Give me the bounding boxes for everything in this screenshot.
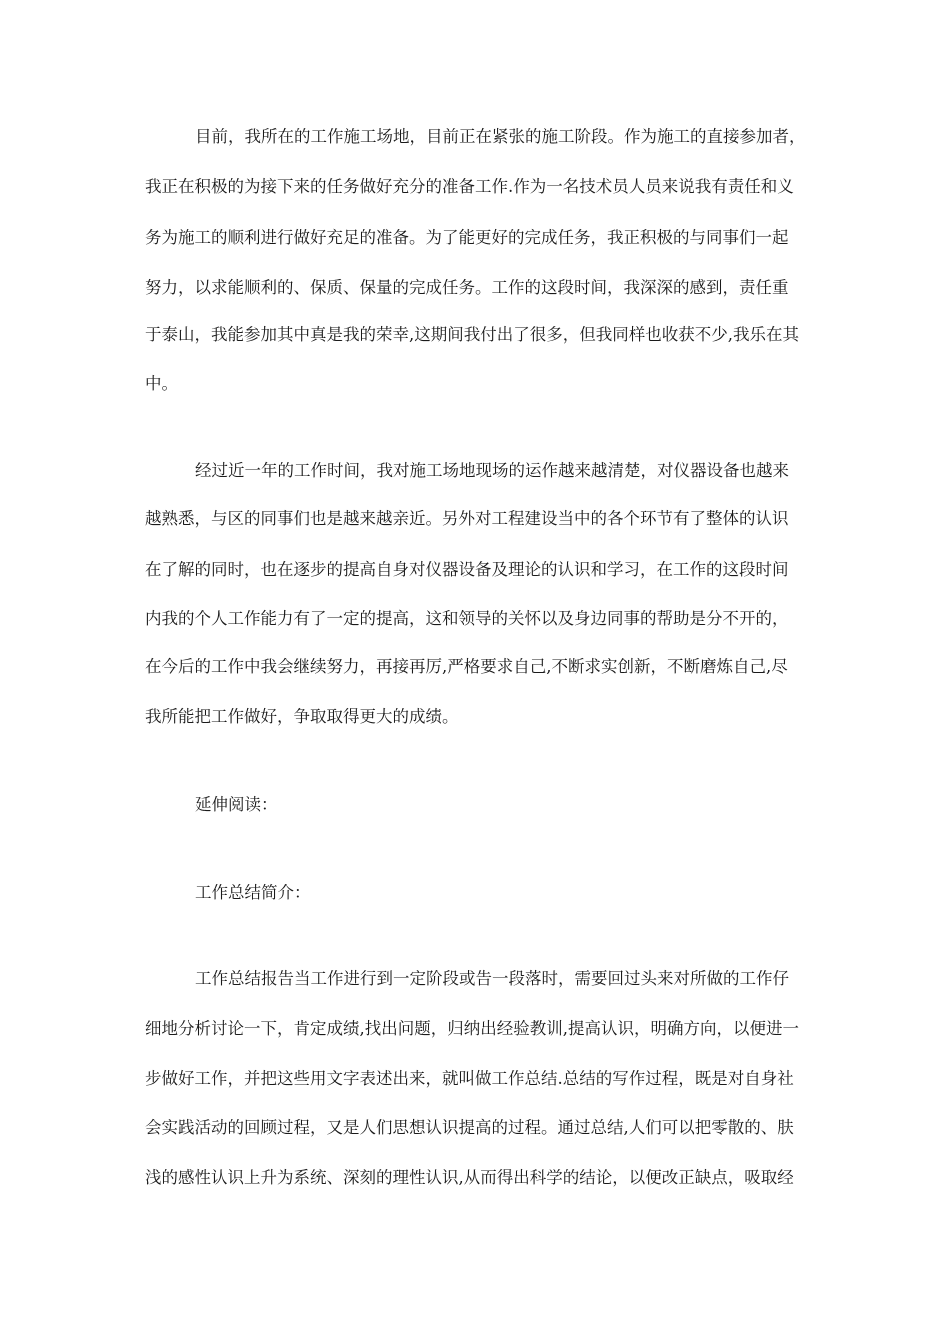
paragraph-line: 浅的感性认识上升为系统、深刻的理性认识,从而得出科学的结论，以便改正缺点，吸取经 — [145, 1168, 794, 1187]
paragraph-line: 在了解的同时，也在逐步的提高自身对仪器设备及理论的认识和学习，在工作的这段时间 — [145, 560, 789, 579]
paragraph-line: 中。 — [145, 374, 178, 393]
paragraph-line: 步做好工作，并把这些用文字表述出来，就叫做工作总结.总结的写作过程，既是对自身社 — [145, 1069, 794, 1088]
paragraph-line: 于泰山，我能参加其中真是我的荣幸,这期间我付出了很多，但我同样也收获不少,我乐在其 — [145, 325, 799, 344]
paragraph-line: 务为施工的顺利进行做好充足的准备。为了能更好的完成任务，我正积极的与同事们一起 — [145, 228, 789, 247]
paragraph-line: 我所能把工作做好，争取取得更大的成绩。 — [145, 707, 459, 726]
paragraph-line: 经过近一年的工作时间，我对施工场地现场的运作越来越清楚，对仪器设备也越来 — [195, 461, 789, 480]
paragraph-line: 工作总结报告当工作进行到一定阶段或告一段落时，需要回过头来对所做的工作仔 — [195, 969, 789, 988]
paragraph-line: 目前，我所在的工作施工场地，目前正在紧张的施工阶段。作为施工的直接参加者， — [195, 127, 805, 146]
paragraph-line: 越熟悉，与区的同事们也是越来越亲近。另外对工程建设当中的各个环节有了整体的认识 — [145, 509, 789, 528]
paragraph-line: 我正在积极的为接下来的任务做好充分的准备工作.作为一名技术员人员来说我有责任和义 — [145, 177, 794, 196]
section-heading: 延伸阅读： — [195, 795, 278, 814]
paragraph-line: 内我的个人工作能力有了一定的提高，这和领导的关怀以及身边同事的帮助是分不开的， — [145, 609, 789, 628]
section-heading: 工作总结简介： — [195, 883, 311, 902]
paragraph-line: 细地分析讨论一下，肯定成绩,找出问题，归纳出经验教训,提高认识，明确方向，以便进一 — [145, 1019, 799, 1038]
paragraph-line: 在今后的工作中我会继续努力，再接再厉,严格要求自己,不断求实创新，不断磨炼自己,尽 — [145, 657, 788, 676]
paragraph-line: 努力，以求能顺利的、保质、保量的完成任务。工作的这段时间，我深深的感到，责任重 — [145, 278, 789, 297]
paragraph-line: 会实践活动的回顾过程，又是人们思想认识提高的过程。通过总结,人们可以把零散的、肤 — [145, 1118, 794, 1137]
